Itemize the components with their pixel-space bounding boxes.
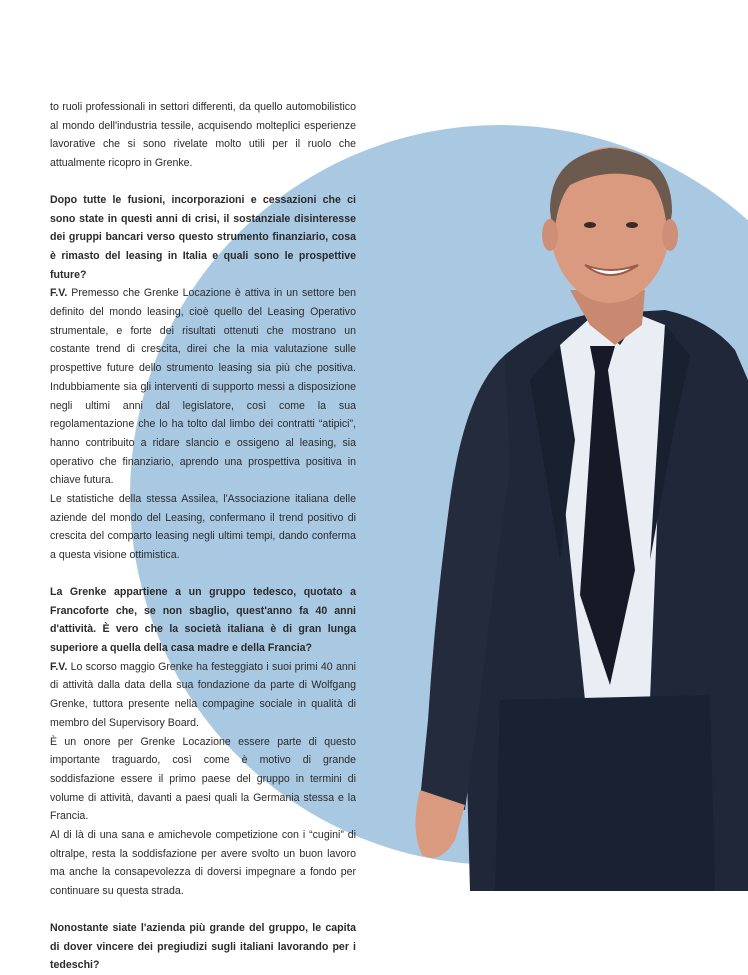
question-3: Nonostante siate l'azienda più grande del gruppo, le capita di dover vincere dei pregiudizi sugli italiani lavorando per i tedeschi?: [50, 921, 356, 972]
answer-2-lead: F.V.: [50, 660, 68, 673]
answer-2-paragraph-1: [50, 658, 356, 733]
question-1: Dopo tutte le fusioni, incorporazioni e cessazioni che ci sono state in questi anni di crisi, il sostanziale disinteresse dei gruppi bancari verso questo strumento finanziario, cosa è rimasto del leasing in Italia e quali sono le prospettive future?: [50, 193, 356, 281]
answer-1-paragraph-2: Le statistiche della stessa Assilea, l'Associazione italiana delle aziende del mondo del Leasing, confermano il trend positivo di crescita del comparto leasing negli ultimi tempi, dando conferma a questa visione ottimistica.: [50, 493, 356, 562]
answer-1-paragraph-1: [50, 284, 356, 490]
interviewee-portrait: [410, 140, 748, 891]
intro-paragraph: to ruoli professionali in settori differenti, da quello automobilistico al mondo dell'industria tessile, acquisendo molteplici esperienze lavorative che si sono rivelate molto utili per il ruolo che attualmente ricopro in Grenke.: [50, 101, 356, 170]
answer-1-text: Premesso che Grenke Locazione è attiva in un settore ben definito del mondo leasing, cioè quello del Leasing Operativo strumentale, e forte dei risultati ottenuti che mostrano un costante trend di crescita, direi che la mia valutazione sulle prospettive future dello strumento leasing sia più che positiva. Indubbiamente sia gli interventi di supporto messi a disposizione negli ultimi anni dal legislatore, così come la sua regolamentazione che lo ha tolto dal limbo dei contratti “atipici”, hanno contribuito a ridare slancio e ossigeno al leasing, sia operativo che finanziario, aprendo una prospettiva positiva in chiave futura.: [50, 287, 356, 487]
answer-2-paragraph-2: È un onore per Grenke Locazione essere parte di questo importante traguardo, così come è motivo di grande soddisfazione essere il primo paese del gruppo in termini di volume di attività, davanti a paesi quali la Germania stessa e la Francia.: [50, 735, 356, 823]
answer-2-paragraph-3: Al di là di una sana e amichevole competizione con i “cugini” di oltralpe, resta la soddisfazione per avere svolto un buon lavoro ma anche la consapevolezza di doversi impegnare a fondo per continuare su questa strada.: [50, 829, 356, 898]
answer-1-lead: F.V.: [50, 287, 68, 300]
answer-2-text: Lo scorso maggio Grenke ha festeggiato i suoi primi 40 anni di attività dalla data della sua fondazione da parte di Wolfgang Grenke, tuttora presente nella compagine sociale in qualità di membro del Supervisory Board.: [50, 660, 356, 729]
article-text-column: [50, 98, 356, 975]
question-2: La Grenke appartiene a un gruppo tedesco, quotato a Francoforte che, se non sbaglio, quest'anno fa 40 anni d'attività. È vero che la società italiana è di gran lunga superiore a quella della casa madre e della Francia?: [50, 585, 356, 654]
